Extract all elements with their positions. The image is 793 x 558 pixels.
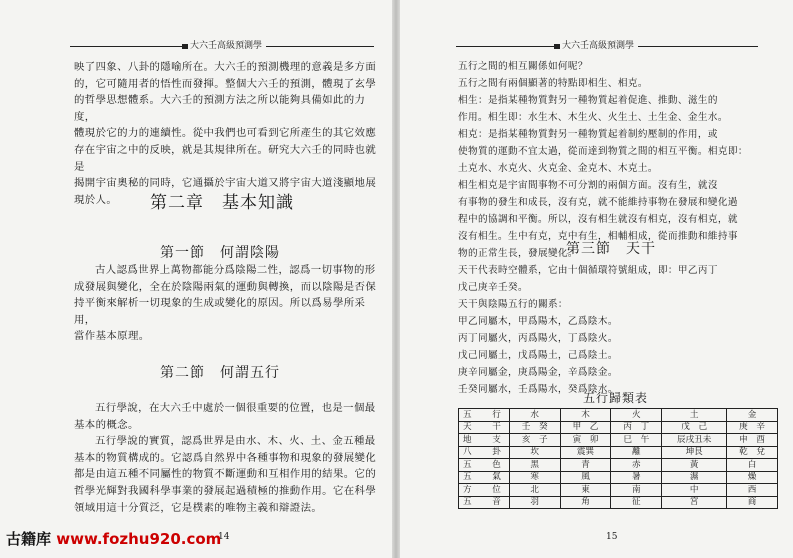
table-cell: 天 干 bbox=[459, 421, 510, 434]
table-cell: 角 bbox=[560, 496, 611, 509]
table-title: 五行歸類表 bbox=[583, 391, 649, 405]
text-line: 天干代表時空體系，它由十個循環符號組成，即：甲乙丙丁 bbox=[458, 265, 718, 276]
table-row bbox=[459, 496, 778, 509]
watermark-url: www.fozhu920.com bbox=[56, 530, 222, 548]
table-cell: 戊 己 bbox=[662, 421, 727, 434]
header-rule-left bbox=[70, 46, 182, 47]
section-title-wuxing: 第二節 何謂五行 bbox=[160, 365, 280, 381]
running-header: 大六壬高級預測學 bbox=[190, 41, 263, 51]
table-cell: 羽 bbox=[509, 496, 560, 509]
text-line: 相生：是指某種物質對另一種物質起着促進、推動、滋生的 bbox=[458, 95, 718, 106]
text-line: 持平衡來解析一切現象的生成或變化的原因。所以爲易學所采用， bbox=[74, 297, 366, 326]
table-cell: 征 bbox=[611, 496, 662, 509]
header-ornament bbox=[554, 44, 560, 49]
table-cell: 水 bbox=[509, 409, 560, 422]
text-line: 庚辛同屬金，庚爲陽金，辛爲陰金。 bbox=[458, 367, 618, 378]
table-cell: 乾 兌 bbox=[727, 446, 778, 459]
table-cell: 暑 bbox=[611, 471, 662, 484]
text-line: 體現於它的力的連續性。從中我們也可看到它所產生的其它效應 bbox=[74, 127, 377, 140]
text-line: 都是由這五種不同屬性的物質不斷運動和互相作用的結果。它的 bbox=[74, 468, 377, 481]
table-cell: 辰戌丑未 bbox=[662, 434, 727, 447]
text-line: 五行之間的相互關係如何呢？ bbox=[458, 61, 588, 72]
table-row bbox=[459, 446, 778, 459]
header-ornament bbox=[182, 44, 188, 49]
page-number-right: 15 bbox=[606, 532, 618, 542]
text-line: 沒有相生。生中有克，克中有生，相輔相成，從而推動和維持事 bbox=[458, 231, 738, 242]
table-cell: 巳 午 bbox=[611, 434, 662, 447]
table-cell: 南 bbox=[611, 484, 662, 497]
header-rule-right bbox=[638, 46, 758, 47]
table-cell: 東 bbox=[560, 484, 611, 497]
table-cell: 白 bbox=[727, 459, 778, 472]
table-cell: 五 氣 bbox=[459, 471, 510, 484]
table-cell: 青 bbox=[560, 459, 611, 472]
table-cell: 寒 bbox=[509, 471, 560, 484]
text-line: 程中的協調和平衡。所以，沒有相生就沒有相克，沒有相克，就 bbox=[458, 214, 738, 225]
table-cell: 五 色 bbox=[459, 459, 510, 472]
text-line: 哲學光輝對我國科學事業的發展起過積極的推動作用。它在科學 bbox=[74, 484, 377, 497]
table-row bbox=[459, 484, 778, 497]
text-line: 作用。相生即：水生木、木生火、火生土、土生金、金生水。 bbox=[458, 112, 728, 123]
table-cell: 地 支 bbox=[459, 434, 510, 447]
text-line: 現於人。 bbox=[74, 193, 118, 206]
text-line: 成發展與變化，全在於陰陽兩氣的運動與轉換，而以陰陽是否保 bbox=[74, 280, 377, 293]
site-watermark bbox=[6, 528, 221, 549]
table-cell: 火 bbox=[611, 409, 662, 422]
table-cell: 坤艮 bbox=[662, 446, 727, 459]
text-line: 古人認爲世界上萬物都能分爲陰陽二性，認爲一切事物的形 bbox=[95, 264, 376, 276]
text-line: 物的正常生長，發展變化。 bbox=[458, 248, 578, 259]
text-line: 戊己同屬土，戊爲陽土，己爲陰土。 bbox=[458, 350, 618, 361]
text-line: 存在宇宙之中的反映，就是其規律所在。研究大六壬的同時也就是 bbox=[74, 143, 377, 173]
right-page bbox=[398, 0, 793, 558]
table-cell: 八 卦 bbox=[459, 446, 510, 459]
table-cell: 濕 bbox=[662, 471, 727, 484]
text-line: 相生相克是宇宙間事物不可分割的兩個方面。沒有生，就沒 bbox=[458, 180, 718, 191]
text-line: 五行之間有兩個顯著的特點即相生、相克。 bbox=[458, 78, 648, 89]
table-cell: 赤 bbox=[611, 459, 662, 472]
text-line: 土克水、水克火、火克金、金克木、木克土。 bbox=[458, 163, 658, 174]
text-line: 領域用這十分質泛，它是樸素的唯物主義和辯證法。 bbox=[74, 501, 323, 514]
header-rule-left bbox=[456, 46, 554, 47]
text-line: 的哲學思想體系。大六壬的預測方法之所以能夠具備如此的力度， bbox=[74, 94, 366, 123]
left-page bbox=[0, 0, 396, 558]
table-cell: 方 位 bbox=[459, 484, 510, 497]
table-cell: 甲 乙 bbox=[560, 421, 611, 434]
table-cell: 震巽 bbox=[560, 446, 611, 459]
text-line: 相克：是指某種物質對另一種物質起着制約壓制的作用，或 bbox=[458, 129, 718, 140]
table-cell: 丙 丁 bbox=[611, 421, 662, 434]
table-cell: 宮 bbox=[662, 496, 727, 509]
section-title-tiangan: 第三節 天干 bbox=[566, 241, 656, 257]
table-row bbox=[459, 434, 778, 447]
table-cell: 木 bbox=[560, 409, 611, 422]
table-cell: 風 bbox=[560, 471, 611, 484]
running-header: 大六壬高級預測學 bbox=[562, 41, 635, 51]
text-line: 的，它可隨用者的悟性而發揮。整個大六壬的預測，體現了玄學 bbox=[74, 77, 377, 90]
table-cell: 壬 癸 bbox=[509, 421, 560, 434]
text-line: 使物質的運動不宜太過，從而達到物質之間的相互平衡。相克即： bbox=[458, 146, 748, 157]
table-row bbox=[459, 421, 778, 434]
table-header-row bbox=[459, 409, 778, 422]
table-cell: 黑 bbox=[509, 459, 560, 472]
table-cell: 土 bbox=[662, 409, 727, 422]
watermark-site-name: 古籍库 bbox=[6, 530, 52, 548]
table-cell: 金 bbox=[727, 409, 778, 422]
text-line: 五行學說，在大六壬中處於一個很重要的位置，也是一個最 bbox=[95, 402, 376, 414]
text-line: 基本的物質構成的。它認爲自然界中各種事物和現象的發展變化 bbox=[74, 451, 377, 464]
table-cell: 商 bbox=[727, 496, 778, 509]
text-line: 戊己庚辛壬癸。 bbox=[458, 282, 528, 293]
table-cell: 中 bbox=[662, 484, 727, 497]
table-cell: 亥 子 bbox=[509, 434, 560, 447]
table-cell: 五 行 bbox=[459, 409, 510, 422]
table-cell: 北 bbox=[509, 484, 560, 497]
table-cell: 庚 辛 bbox=[727, 421, 778, 434]
table-cell: 坎 bbox=[509, 446, 560, 459]
page-number-left: 14 bbox=[218, 532, 230, 542]
text-line: 揭開宇宙奧秘的同時，它通攝於宇宙大道又將宇宙大道淺顯地展 bbox=[74, 177, 377, 190]
section-title-yinyang: 第一節 何謂陰陽 bbox=[160, 245, 280, 261]
tiangan-paragraph bbox=[458, 262, 778, 398]
text-line: 當作基本原理。 bbox=[74, 330, 150, 343]
text-line: 天干與陰陽五行的關系： bbox=[458, 299, 568, 310]
table-cell: 申 酉 bbox=[727, 434, 778, 447]
yinyang-paragraph bbox=[74, 262, 379, 345]
wuxing-paragraph bbox=[74, 400, 379, 516]
table-cell: 寅 卯 bbox=[560, 434, 611, 447]
table-cell: 離 bbox=[611, 446, 662, 459]
table-cell: 黃 bbox=[662, 459, 727, 472]
table-cell: 燥 bbox=[727, 471, 778, 484]
table-row bbox=[459, 471, 778, 484]
text-line: 基本的概念。 bbox=[74, 418, 139, 431]
table-row bbox=[459, 459, 778, 472]
header-rule-right bbox=[266, 46, 374, 47]
text-line: 五行學說的實質，認爲世界是由水、木、火、土、金五種最 bbox=[95, 435, 376, 448]
text-line: 甲乙同屬木，甲爲陽木，乙爲陰木。 bbox=[458, 316, 618, 327]
text-line: 映了四象、八卦的隱喻所在。大六壬的預測機理的意義是多方面 bbox=[74, 61, 377, 73]
intro-paragraph bbox=[74, 59, 379, 208]
table-cell: 西 bbox=[727, 484, 778, 497]
xiangsheng-paragraph bbox=[458, 58, 778, 262]
wuxing-classification-table bbox=[458, 408, 778, 509]
text-line: 有事物的發生和成長，沒有克，就不能維持事物在發展和變化過 bbox=[458, 197, 738, 208]
text-line: 壬癸同屬水，壬爲陽水，癸爲陰水。 bbox=[458, 384, 618, 395]
text-line: 丙丁同屬火，丙爲陽火，丁爲陰火。 bbox=[458, 333, 618, 344]
chapter-title: 第二章 基本知識 bbox=[150, 193, 294, 213]
table-cell: 五 音 bbox=[459, 496, 510, 509]
